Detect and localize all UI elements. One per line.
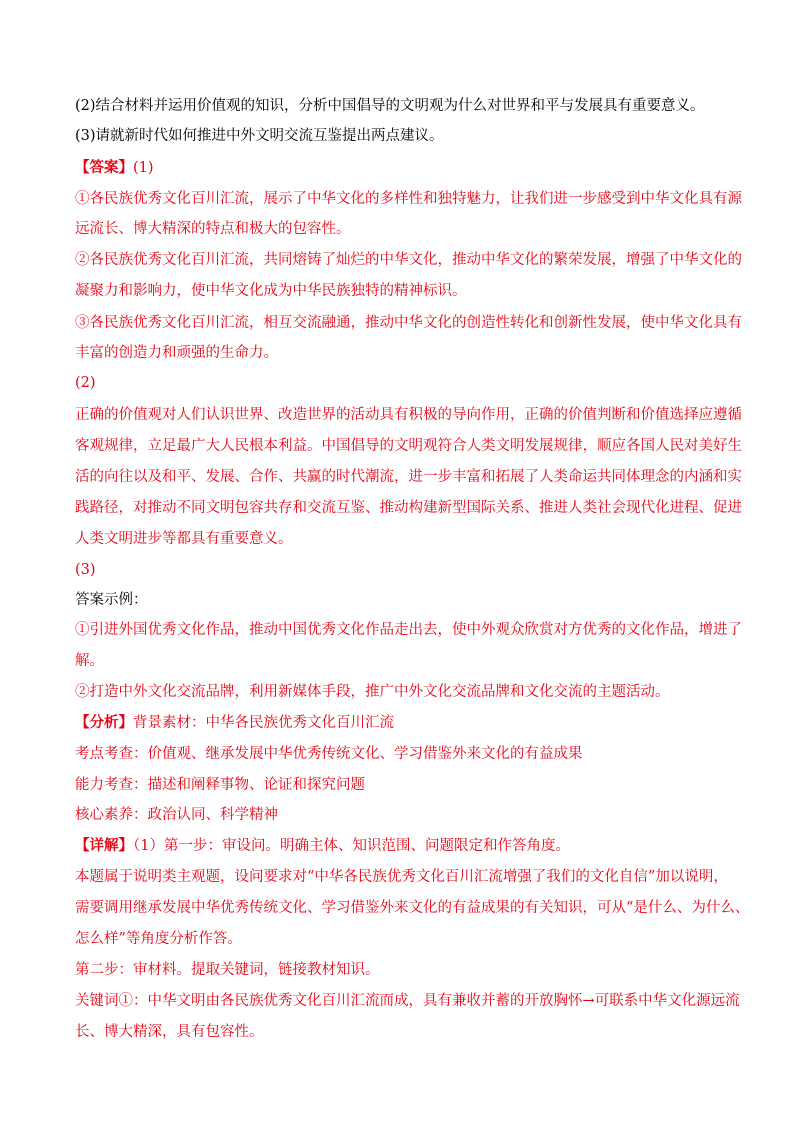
answer-part2-line2: 客观规律，立足最广大人民根本利益。中国倡导的文明观符合人类文明发展规律，顺应各国人民对美好生 <box>75 438 742 454</box>
detail-label: 【详解】 <box>75 837 133 854</box>
answer-part2-line4: 践路径，对推动不同文明包容共存和交流互鉴、推动构建新型国际关系、推进人类社会现代化进程、促进 <box>75 500 742 516</box>
suggestion1-line2: 解。 <box>75 653 104 669</box>
answer-example-label: 答案示例： <box>75 592 148 608</box>
analysis-ability: 能力考查：描述和阐释事物、论证和探究问题 <box>75 777 365 793</box>
analysis-background: 背景素材：中华各民族优秀文化百川汇流 <box>133 715 394 731</box>
answer-point3-line1: ③各民族优秀文化百川汇流，相互交流融通，推动中华文化的创造性转化和创新性发展，使中华文化具有 <box>75 315 742 331</box>
answer-part3-marker: (3) <box>75 562 96 578</box>
analysis-exam-points: 考点考查：价值观、继承发展中华优秀传统文化、学习借鉴外来文化的有益成果 <box>75 746 583 762</box>
answer-point2-line2: 凝聚力和影响力，使中华文化成为中华民族独特的精神标识。 <box>75 283 467 299</box>
detail-line2: 需要调用继承发展中华优秀传统文化、学习借鉴外来文化的有益成果的有关知识，可从“是什么、为什么、 <box>75 900 750 916</box>
analysis-literacy: 核心素养：政治认同、科学精神 <box>75 807 278 823</box>
detail-line1: 本题属于说明类主观题，设问要求对“中华各民族优秀文化百川汇流增强了我们的文化自信”加以说明， <box>75 869 728 885</box>
detail-step2: 第二步：审材料。提取关键词，链接教材知识。 <box>75 962 380 978</box>
question-3: (3)请就新时代如何推进中外文明交流互鉴提出两点建议。 <box>75 128 444 144</box>
analysis-label: 【分析】 <box>75 714 133 731</box>
answer-part2-line3: 活的向往以及和平、发展、合作、共赢的时代潮流，进一步丰富和拓展了人类命运共同体理念的内涵和实 <box>75 469 742 485</box>
answer-part2-marker: (2) <box>75 375 96 391</box>
keyword1-line2: 长、博大精深，具有包容性。 <box>75 1024 264 1040</box>
detail-heading <box>75 836 570 856</box>
analysis-heading <box>75 713 394 733</box>
question-2: (2)结合材料并运用价值观的知识，分析中国倡导的文明观为什么对世界和平与发展具有重要意义。 <box>75 98 705 114</box>
answer-label: 【答案】 <box>75 159 133 176</box>
suggestion2: ②打造中外文化交流品牌，利用新媒体手段，推广中外文化交流品牌和文化交流的主题活动。 <box>75 684 670 700</box>
answer-part2-line1: 正确的价值观对人们认识世界、改造世界的活动具有积极的导向作用，正确的价值判断和价值选择应遵循 <box>75 407 742 423</box>
detail-step1: （1）第一步：审设问。明确主体、知识范围、问题限定和作答角度。 <box>133 838 570 854</box>
answer-point1-line1: ①各民族优秀文化百川汇流，展示了中华文化的多样性和独特魅力，让我们进一步感受到中华文化具有源 <box>75 191 742 207</box>
answer-point3-line2: 丰富的创造力和顽强的生命力。 <box>75 345 278 361</box>
answer-point1-line2: 远流长、博大精深的特点和极大的包容性。 <box>75 221 351 237</box>
answer-part1-marker: (1) <box>133 160 154 176</box>
answer-point2-line1: ②各民族优秀文化百川汇流，共同熔铸了灿烂的中华文化，推动中华文化的繁荣发展，增强了中华文化的 <box>75 252 742 268</box>
suggestion1-line1: ①引进外国优秀文化作品，推动中国优秀文化作品走出去，使中外观众欣赏对方优秀的文化作品，增进了 <box>75 622 742 638</box>
detail-line3: 怎么样”等角度分析作答。 <box>75 931 242 947</box>
answer-heading <box>75 158 154 178</box>
answer-part2-line5: 人类文明进步等都具有重要意义。 <box>75 531 293 547</box>
keyword1-line1: 关键词①：中华文明由各民族优秀文化百川汇流而成，具有兼收并蓄的开放胸怀→可联系中华文化源远流 <box>75 993 740 1009</box>
